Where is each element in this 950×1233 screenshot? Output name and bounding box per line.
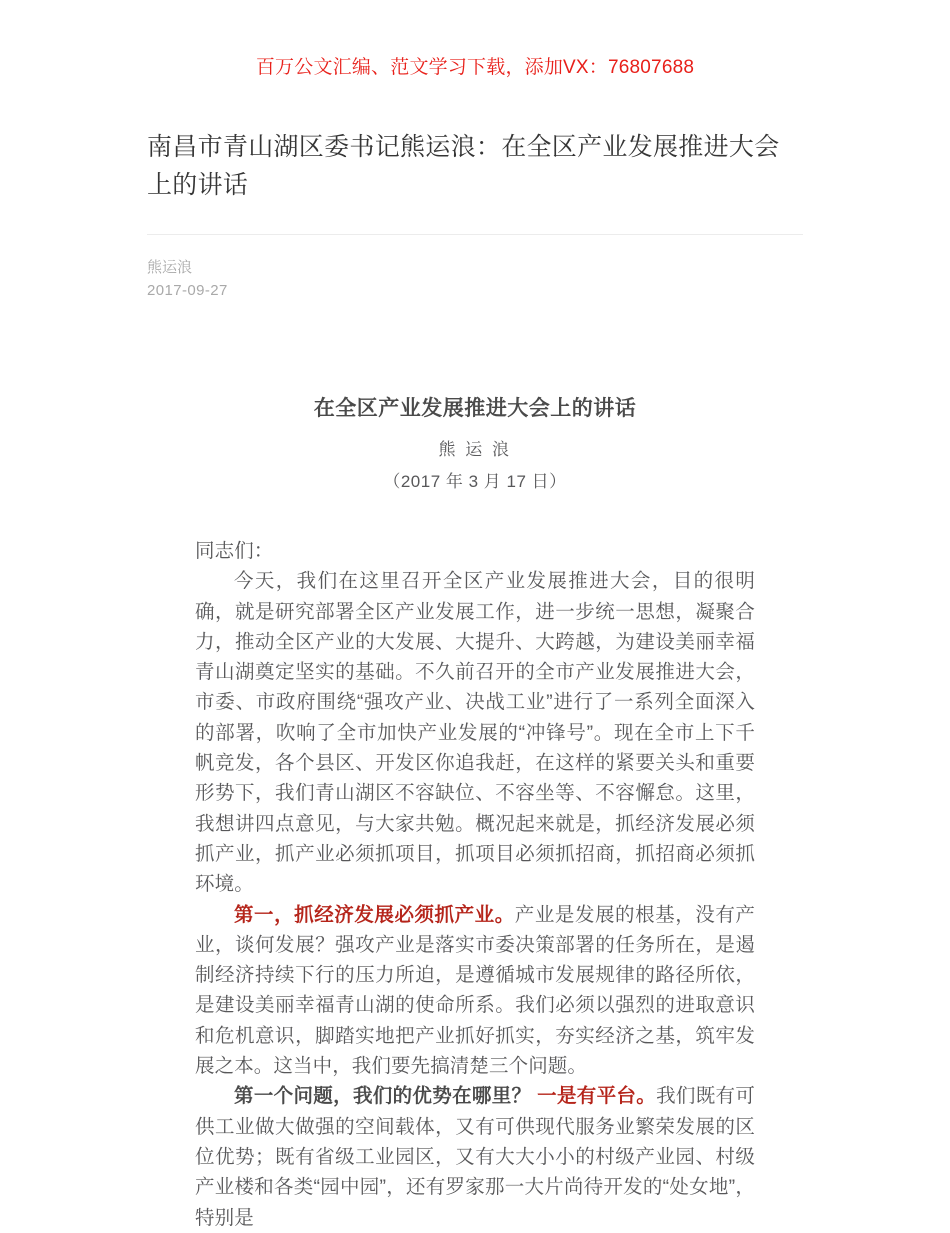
promo-banner <box>0 0 950 79</box>
document-paragraph <box>195 1081 755 1232</box>
document-paragraph <box>195 900 755 1082</box>
page-title: 南昌市青山湖区委书记熊运浪：在全区产业发展推进大会上的讲话 <box>147 133 780 199</box>
document-date: （2017 年 3 月 17 日） <box>383 472 567 491</box>
body-text: 产业是发展的根基，没有产业，谈何发展？强攻产业是落实市委决策部署的任务所在，是遏制经济持续下行的压力所迫，是遵循城市发展规律的路径所依，是建设美丽幸福青山湖的使命所系。我们必须以强烈的进取意识和危机意识，脚踏实地把产业抓好抓实，夯实经济之基，筑牢发展之本。这当中，我们要先搞清楚三个问题。 <box>195 903 755 1078</box>
byline-author: 熊运浪 <box>147 259 193 276</box>
document-paragraph <box>195 566 755 899</box>
emphasized-text: 第一个问题，我们的优势在哪里？ <box>234 1085 532 1108</box>
document-author: 熊 运 浪 <box>438 440 512 459</box>
document-heading: 在全区产业发展推进大会上的讲话 <box>313 397 637 420</box>
article-header-wrapper <box>135 79 815 302</box>
promo-text: 百万公文汇编、范文学习下载，添加VX：76807688 <box>255 57 695 78</box>
article-header <box>147 79 803 302</box>
document-paragraph <box>195 536 755 566</box>
emphasized-text: 一是有平台。 <box>537 1085 657 1108</box>
document-paragraph-list <box>195 496 755 1233</box>
document-body <box>195 302 755 1233</box>
byline <box>147 235 803 302</box>
body-text: 同志们： <box>195 540 274 562</box>
emphasized-text: 第一，抓经济发展必须抓产业。 <box>234 903 515 926</box>
body-text: 我们既有可供工业做大做强的空间载体，又有可供现代服务业繁荣发展的区位优势；既有省级工业园区，又有大大小小的村级产业园、村级产业楼和各类“园中园”，还有罗家那一大片尚待开发的“处女地”，特别是 <box>195 1085 755 1229</box>
body-text: 今天，我们在这里召开全区产业发展推进大会，目的很明确，就是研究部署全区产业发展工作，进一步统一思想，凝聚合力，推动全区产业的大发展、大提升、大跨越，为建设美丽幸福青山湖奠定坚实的基础。不久前召开的全市产业发展推进大会，市委、市政府围绕“强攻产业、决战工业”进行了一系列全面深入的部署，吹响了全市加快产业发展的“冲锋号”。现在全市上下千帆竞发，各个县区、开发区你追我赶，在这样的紧要关头和重要形势下，我们青山湖区不容缺位、不容坐等、不容懈怠。这里，我想讲四点意见，与大家共勉。概况起来就是，抓经济发展必须抓产业，抓产业必须抓项目，抓项目必须抓招商，抓招商必须抓环境。 <box>195 570 755 896</box>
byline-date: 2017-09-27 <box>147 282 228 299</box>
